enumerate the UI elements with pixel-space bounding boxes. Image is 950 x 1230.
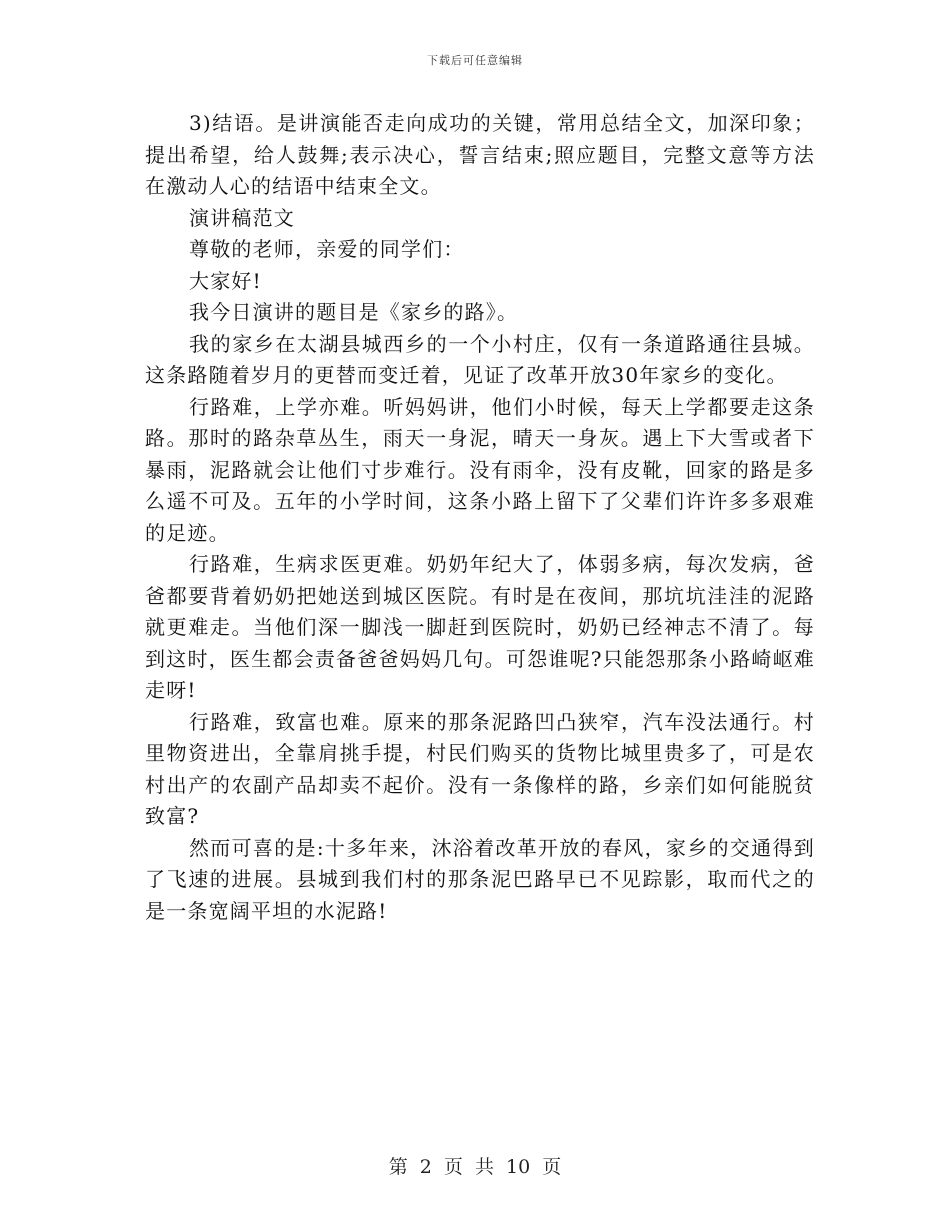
paragraph-hometown: 我的家乡在太湖县城西乡的一个小村庄，仅有一条道路通往县城。这条路随着岁月的更替而变迁着，见证了改革开放30年家乡的变化。	[145, 331, 815, 387]
document-body	[145, 108, 815, 927]
paragraph-salutation: 尊敬的老师，亲爱的同学们：	[189, 237, 465, 261]
paragraph-greeting: 大家好!	[189, 268, 262, 293]
paragraph-development: 然而可喜的是:十多年来，沐浴着改革开放的春风，家乡的交通得到了飞速的进展。县城到我们村的那条泥巴路早已不见踪影，取而代之的是一条宽阔平坦的水泥路!	[145, 835, 815, 923]
paragraph-medical: 行路难，生病求医更难。奶奶年纪大了，体弱多病，每次发病，爸爸都要背着奶奶把她送到城区医院。有时是在夜间，那坑坑洼洼的泥路就更难走。当他们深一脚浅一脚赶到医院时，奶奶已经神志不清了。每到这时，医生都会责备爸爸妈妈几句。可怨谁呢?只能怨那条小路崎岖难走呀!	[145, 552, 815, 702]
paragraph-conclusion: 3)结语。是讲演能否走向成功的关键，常用总结全文，加深印象；提出希望，给人鼓舞;表示决心，誓言结束;照应题目，完整文意等方法在激动人心的结语中结束全文。	[145, 111, 815, 198]
page-header: 下载后可任意编辑	[427, 54, 523, 67]
paragraph-prosperity: 行路难，致富也难。原来的那条泥路凹凸狭窄，汽车没法通行。村里物资进出，全靠肩挑手提，村民们购买的货物比城里贵多了，可是农村出产的农副产品却卖不起价。没有一条像样的路，乡亲们如何能脱贫致富?	[145, 709, 815, 828]
paragraph-school: 行路难，上学亦难。听妈妈讲，他们小时候，每天上学都要走这条路。那时的路杂草丛生，雨天一身泥，晴天一身灰。遇上下大雪或者下暴雨，泥路就会让他们寸步难行。没有雨伞，没有皮靴，回家的路是多么遥不可及。五年的小学时间，这条小路上留下了父辈们许许多多艰难的足迹。	[145, 394, 815, 545]
paragraph-section-title: 演讲稿范文	[189, 205, 295, 230]
paragraph-topic: 我今日演讲的题目是《家乡的路》。	[189, 300, 519, 324]
page-number: 第 2 页 共 10 页	[388, 1156, 562, 1178]
